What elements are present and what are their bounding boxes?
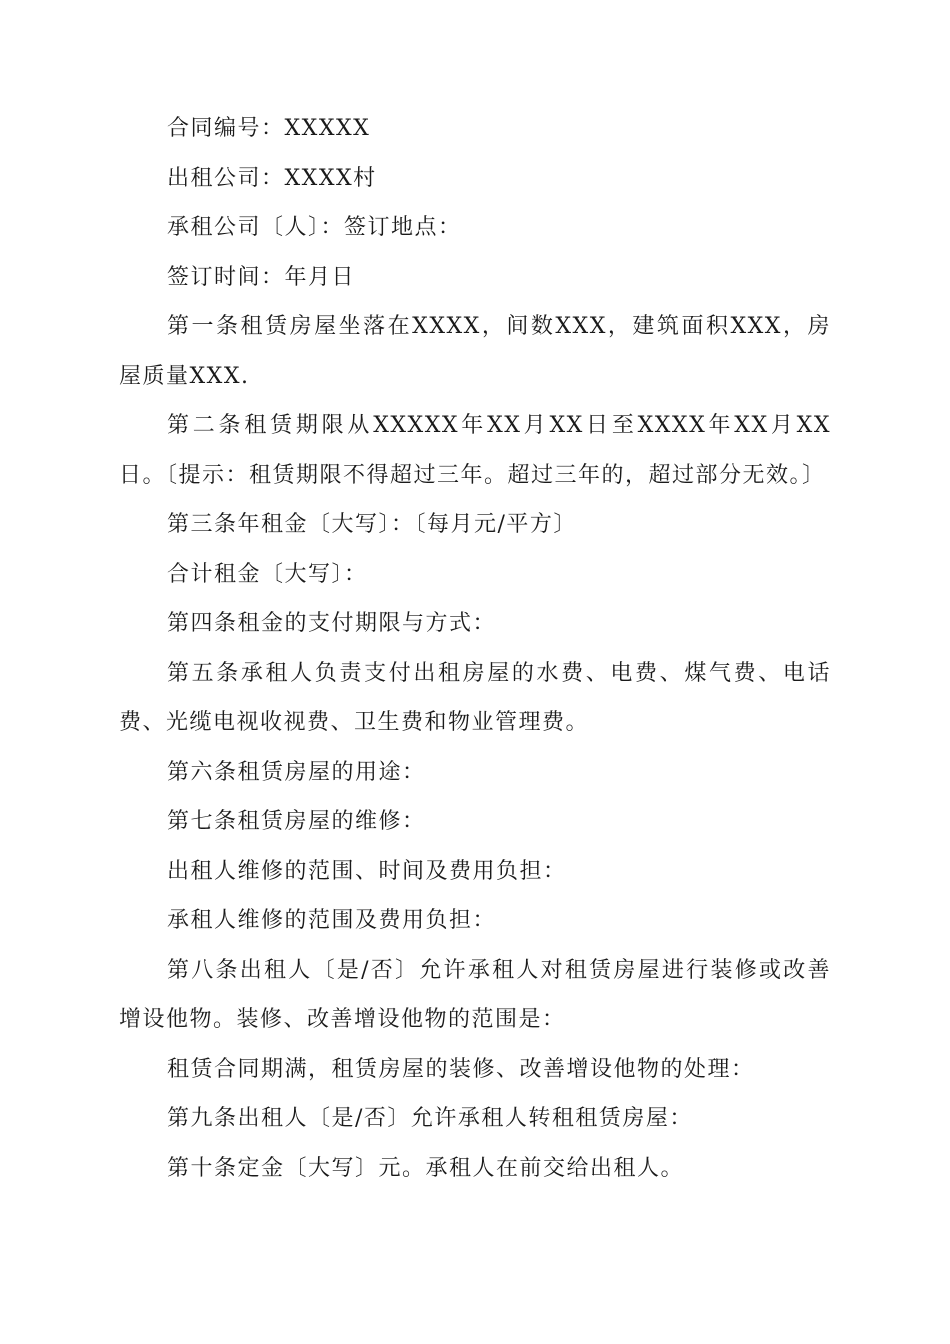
lessor-company-line: 出租公司：XXXX村 <box>167 165 377 191</box>
article-6: 第六条租赁房屋的用途： <box>167 759 426 785</box>
article-4: 第四条租金的支付期限与方式： <box>167 611 497 636</box>
contract-body <box>119 104 831 1193</box>
lessee-repair-line: 承租人维修的范围及费用负担： <box>167 908 497 933</box>
article-7: 第七条租赁房屋的维修： <box>167 809 426 834</box>
article-10: 第十条定金〔大写〕元。承租人在前交给出租人。 <box>167 1155 685 1181</box>
expiry-handling-line: 租赁合同期满，租赁房屋的装修、改善增设他物的处理： <box>167 1056 755 1082</box>
article-1: 第一条租赁房屋坐落在XXXX，间数XXX，建筑面积XXX，房屋质量XXX. <box>119 314 831 389</box>
signing-time-line: 签订时间：年月日 <box>167 264 356 290</box>
contract-number-line: 合同编号：XXXXX <box>167 116 371 141</box>
article-5: 第五条承租人负责支付出租房屋的水费、电费、煤气费、电话费、光缆电视收视费、卫生费和物业管理费。 <box>119 660 831 735</box>
article-3: 第三条年租金〔大写〕：〔每月元/平方〕 <box>167 512 577 537</box>
article-2: 第二条租赁期限从XXXXX年XX月XX日至XXXX年XX月XX日。〔提示：租赁期限不得超过三年。超过三年的，超过部分无效。〕 <box>119 413 831 488</box>
article-8: 第八条出租人〔是/否〕允许承租人对租赁房屋进行装修或改善增设他物。装修、改善增设他物的范围是： <box>119 957 831 1032</box>
lessor-repair-line: 出租人维修的范围、时间及费用负担： <box>167 858 567 884</box>
article-9: 第九条出租人〔是/否〕允许承租人转租租赁房屋： <box>167 1106 693 1131</box>
total-rent-line: 合计租金〔大写〕： <box>167 561 368 587</box>
lessee-and-place-line: 承租公司〔人〕：签订地点： <box>167 215 462 240</box>
